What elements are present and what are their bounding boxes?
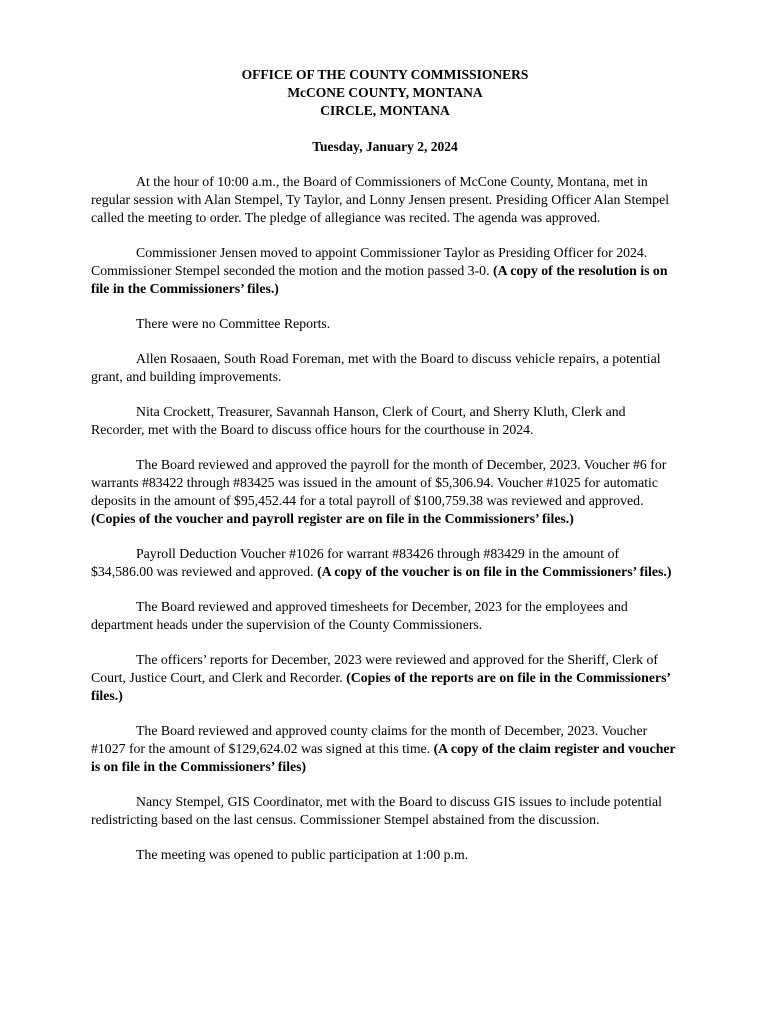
paragraph-text: The Board reviewed and approved county claims for the month of December, 2023. Voucher #1027 for the amount of $129,624.02 was signed at this time. [91,723,648,756]
header-county: McCONE COUNTY, MONTANA [287,85,483,100]
paragraph-officer-reports [91,651,679,705]
paragraph-bold-note: (A copy of the voucher is on file in the Commissioners’ files.) [317,564,672,579]
paragraph-text: There were no Committee Reports. [136,316,331,331]
paragraph-text: At the hour of 10:00 a.m., the Board of Commissioners of McCone County, Montana, met in regular session with Alan Stempel, Ty Taylor, and Lonny Jensen present. Presiding Officer Alan Stempel called the meeting to order. The pledge of allegiance was recited. The agenda was approved. [91,174,670,225]
paragraph-text: The Board reviewed and approved timesheets for December, 2023 for the employees and department heads under the supervision of the County Commissioners. [91,599,628,632]
document-header [0,66,770,120]
paragraph-presiding-officer [91,244,679,298]
paragraph-bold-note: (Copies of the reports are on file in the Commissioners’ files.) [91,670,671,703]
paragraph-committee-reports [91,315,679,333]
paragraph-bold-note: (A copy of the resolution is on file in the Commissioners’ files.) [91,263,668,296]
paragraph-payroll-deduction [91,545,679,581]
paragraph-text: Allen Rosaaen, South Road Foreman, met with the Board to discuss vehicle repairs, a potential grant, and building improvements. [91,351,661,384]
paragraph-bold-note: (A copy of the claim register and voucher is on file in the Commissioners’ files) [91,741,676,774]
paragraph-text: Nita Crockett, Treasurer, Savannah Hanson, Clerk of Court, and Sherry Kluth, Clerk and Recorder, met with the Board to discuss office hours for the courthouse in 2024. [91,404,626,437]
paragraph-public-participation [91,846,679,864]
paragraph-timesheets [91,598,679,634]
paragraph-county-claims [91,722,679,776]
paragraph-text: Commissioner Jensen moved to appoint Commissioner Taylor as Presiding Officer for 2024. Commissioner Stempel seconded the motion and the motion passed 3-0. [91,245,648,278]
paragraph-office-hours [91,403,679,439]
paragraph-text: Payroll Deduction Voucher #1026 for warrant #83426 through #83429 in the amount of $34,586.00 was reviewed and approved. [91,546,620,579]
paragraph-text: Nancy Stempel, GIS Coordinator, met with the Board to discuss GIS issues to include potential redistricting based on the last census. Commissioner Stempel abstained from the discussion. [91,794,662,827]
header-city: CIRCLE, MONTANA [320,103,450,118]
meeting-date: Tuesday, January 2, 2024 [312,139,458,154]
paragraph-bold-note: (Copies of the voucher and payroll register are on file in the Commissioners’ files.) [91,511,574,526]
paragraph-payroll [91,456,679,528]
paragraph-call-to-order [91,173,679,227]
header-office-title: OFFICE OF THE COUNTY COMMISSIONERS [241,67,529,82]
paragraph-text: The meeting was opened to public participation at 1:00 p.m. [136,847,469,862]
paragraph-text: The Board reviewed and approved the payroll for the month of December, 2023. Voucher #6 for warrants #83422 through #83425 was issued in the amount of $5,306.94. Voucher #1025 for automatic deposits in the amount of $95,452.44 for a total payroll of $100,759.38 was reviewed and approved. [91,457,667,508]
paragraph-road-foreman [91,350,679,386]
paragraph-text: The officers’ reports for December, 2023 were reviewed and approved for the Sheriff, Clerk of Court, Justice Court, and Clerk and Recorder. [91,652,658,685]
minutes-body [91,173,679,881]
paragraph-gis [91,793,679,829]
